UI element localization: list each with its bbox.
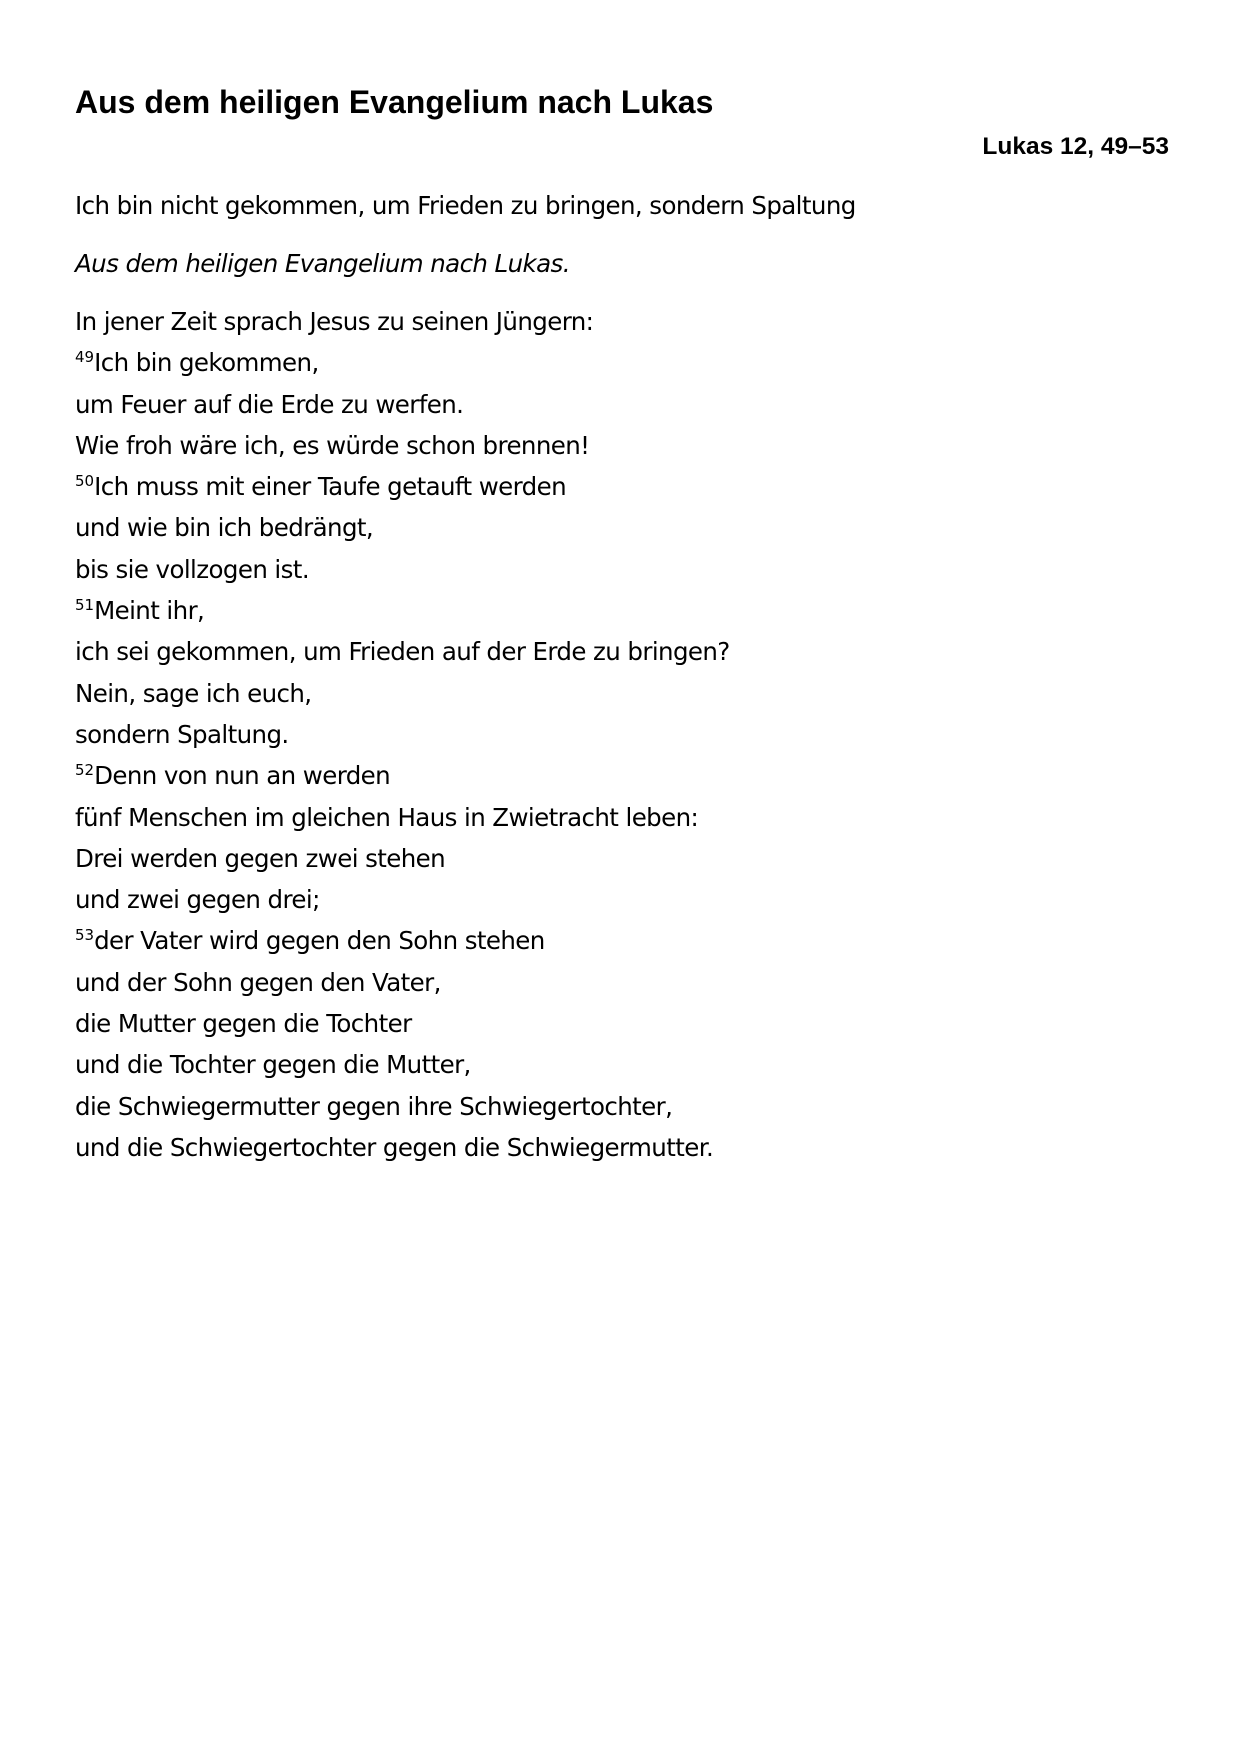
- line-text: und der Sohn gegen den Vater,: [75, 967, 441, 997]
- passage-line: [75, 631, 730, 672]
- gospel-passage: [75, 301, 730, 1168]
- verse-number: 52: [75, 761, 95, 780]
- line-text: und zwei gegen drei;: [75, 885, 320, 915]
- line-text: Wie froh wäre ich, es würde schon brennen!: [75, 430, 590, 460]
- passage-line: [75, 342, 730, 383]
- passage-line: [75, 838, 730, 879]
- passage-line: [75, 920, 730, 961]
- line-text: um Feuer auf die Erde zu werfen.: [75, 389, 464, 419]
- passage-line: [75, 1086, 730, 1127]
- reading-subtitle: Ich bin nicht gekommen, um Frieden zu bringen, sondern Spaltung: [75, 191, 856, 220]
- passage-line: [75, 1044, 730, 1085]
- verse-number: 53: [75, 926, 95, 945]
- passage-line: [75, 384, 730, 425]
- reading-introduction: Aus dem heiligen Evangelium nach Lukas.: [75, 249, 570, 278]
- line-text: ich sei gekommen, um Frieden auf der Erde zu bringen?: [75, 637, 730, 667]
- line-text: Denn von nun an werden: [94, 761, 391, 791]
- line-text: Nein, sage ich euch,: [75, 678, 312, 708]
- line-text: und die Schwiegertochter gegen die Schwiegermutter.: [75, 1132, 714, 1162]
- verse-number: 50: [75, 472, 95, 491]
- passage-line: [75, 590, 730, 631]
- passage-line: [75, 301, 730, 342]
- line-text: und wie bin ich bedrängt,: [75, 513, 374, 543]
- passage-line: [75, 425, 730, 466]
- passage-line: [75, 1127, 730, 1168]
- passage-line: [75, 714, 730, 755]
- line-text: Ich bin gekommen,: [94, 348, 319, 378]
- passage-line: [75, 673, 730, 714]
- line-text: fünf Menschen im gleichen Haus in Zwietracht leben:: [75, 802, 699, 832]
- passage-line: [75, 879, 730, 920]
- passage-line: [75, 549, 730, 590]
- passage-line: [75, 507, 730, 548]
- line-text: die Mutter gegen die Tochter: [75, 1009, 412, 1039]
- line-text: die Schwiegermutter gegen ihre Schwiegertochter,: [75, 1091, 673, 1121]
- verse-number: 51: [75, 596, 95, 615]
- line-text: sondern Spaltung.: [75, 719, 289, 749]
- scripture-reference: Lukas 12, 49–53: [982, 133, 1169, 160]
- passage-line: [75, 755, 730, 796]
- passage-line: [75, 962, 730, 1003]
- line-text: bis sie vollzogen ist.: [75, 554, 310, 584]
- line-text: der Vater wird gegen den Sohn stehen: [94, 926, 545, 956]
- passage-line: [75, 466, 730, 507]
- line-text: Drei werden gegen zwei stehen: [75, 843, 446, 873]
- verse-number: 49: [75, 348, 95, 367]
- line-text: In jener Zeit sprach Jesus zu seinen Jüngern:: [75, 307, 594, 336]
- line-text: und die Tochter gegen die Mutter,: [75, 1050, 471, 1080]
- passage-line: [75, 1003, 730, 1044]
- passage-line: [75, 797, 730, 838]
- line-text: Ich muss mit einer Taufe getauft werden: [94, 472, 567, 502]
- line-text: Meint ihr,: [94, 596, 205, 626]
- page-title: Aus dem heiligen Evangelium nach Lukas: [75, 84, 714, 120]
